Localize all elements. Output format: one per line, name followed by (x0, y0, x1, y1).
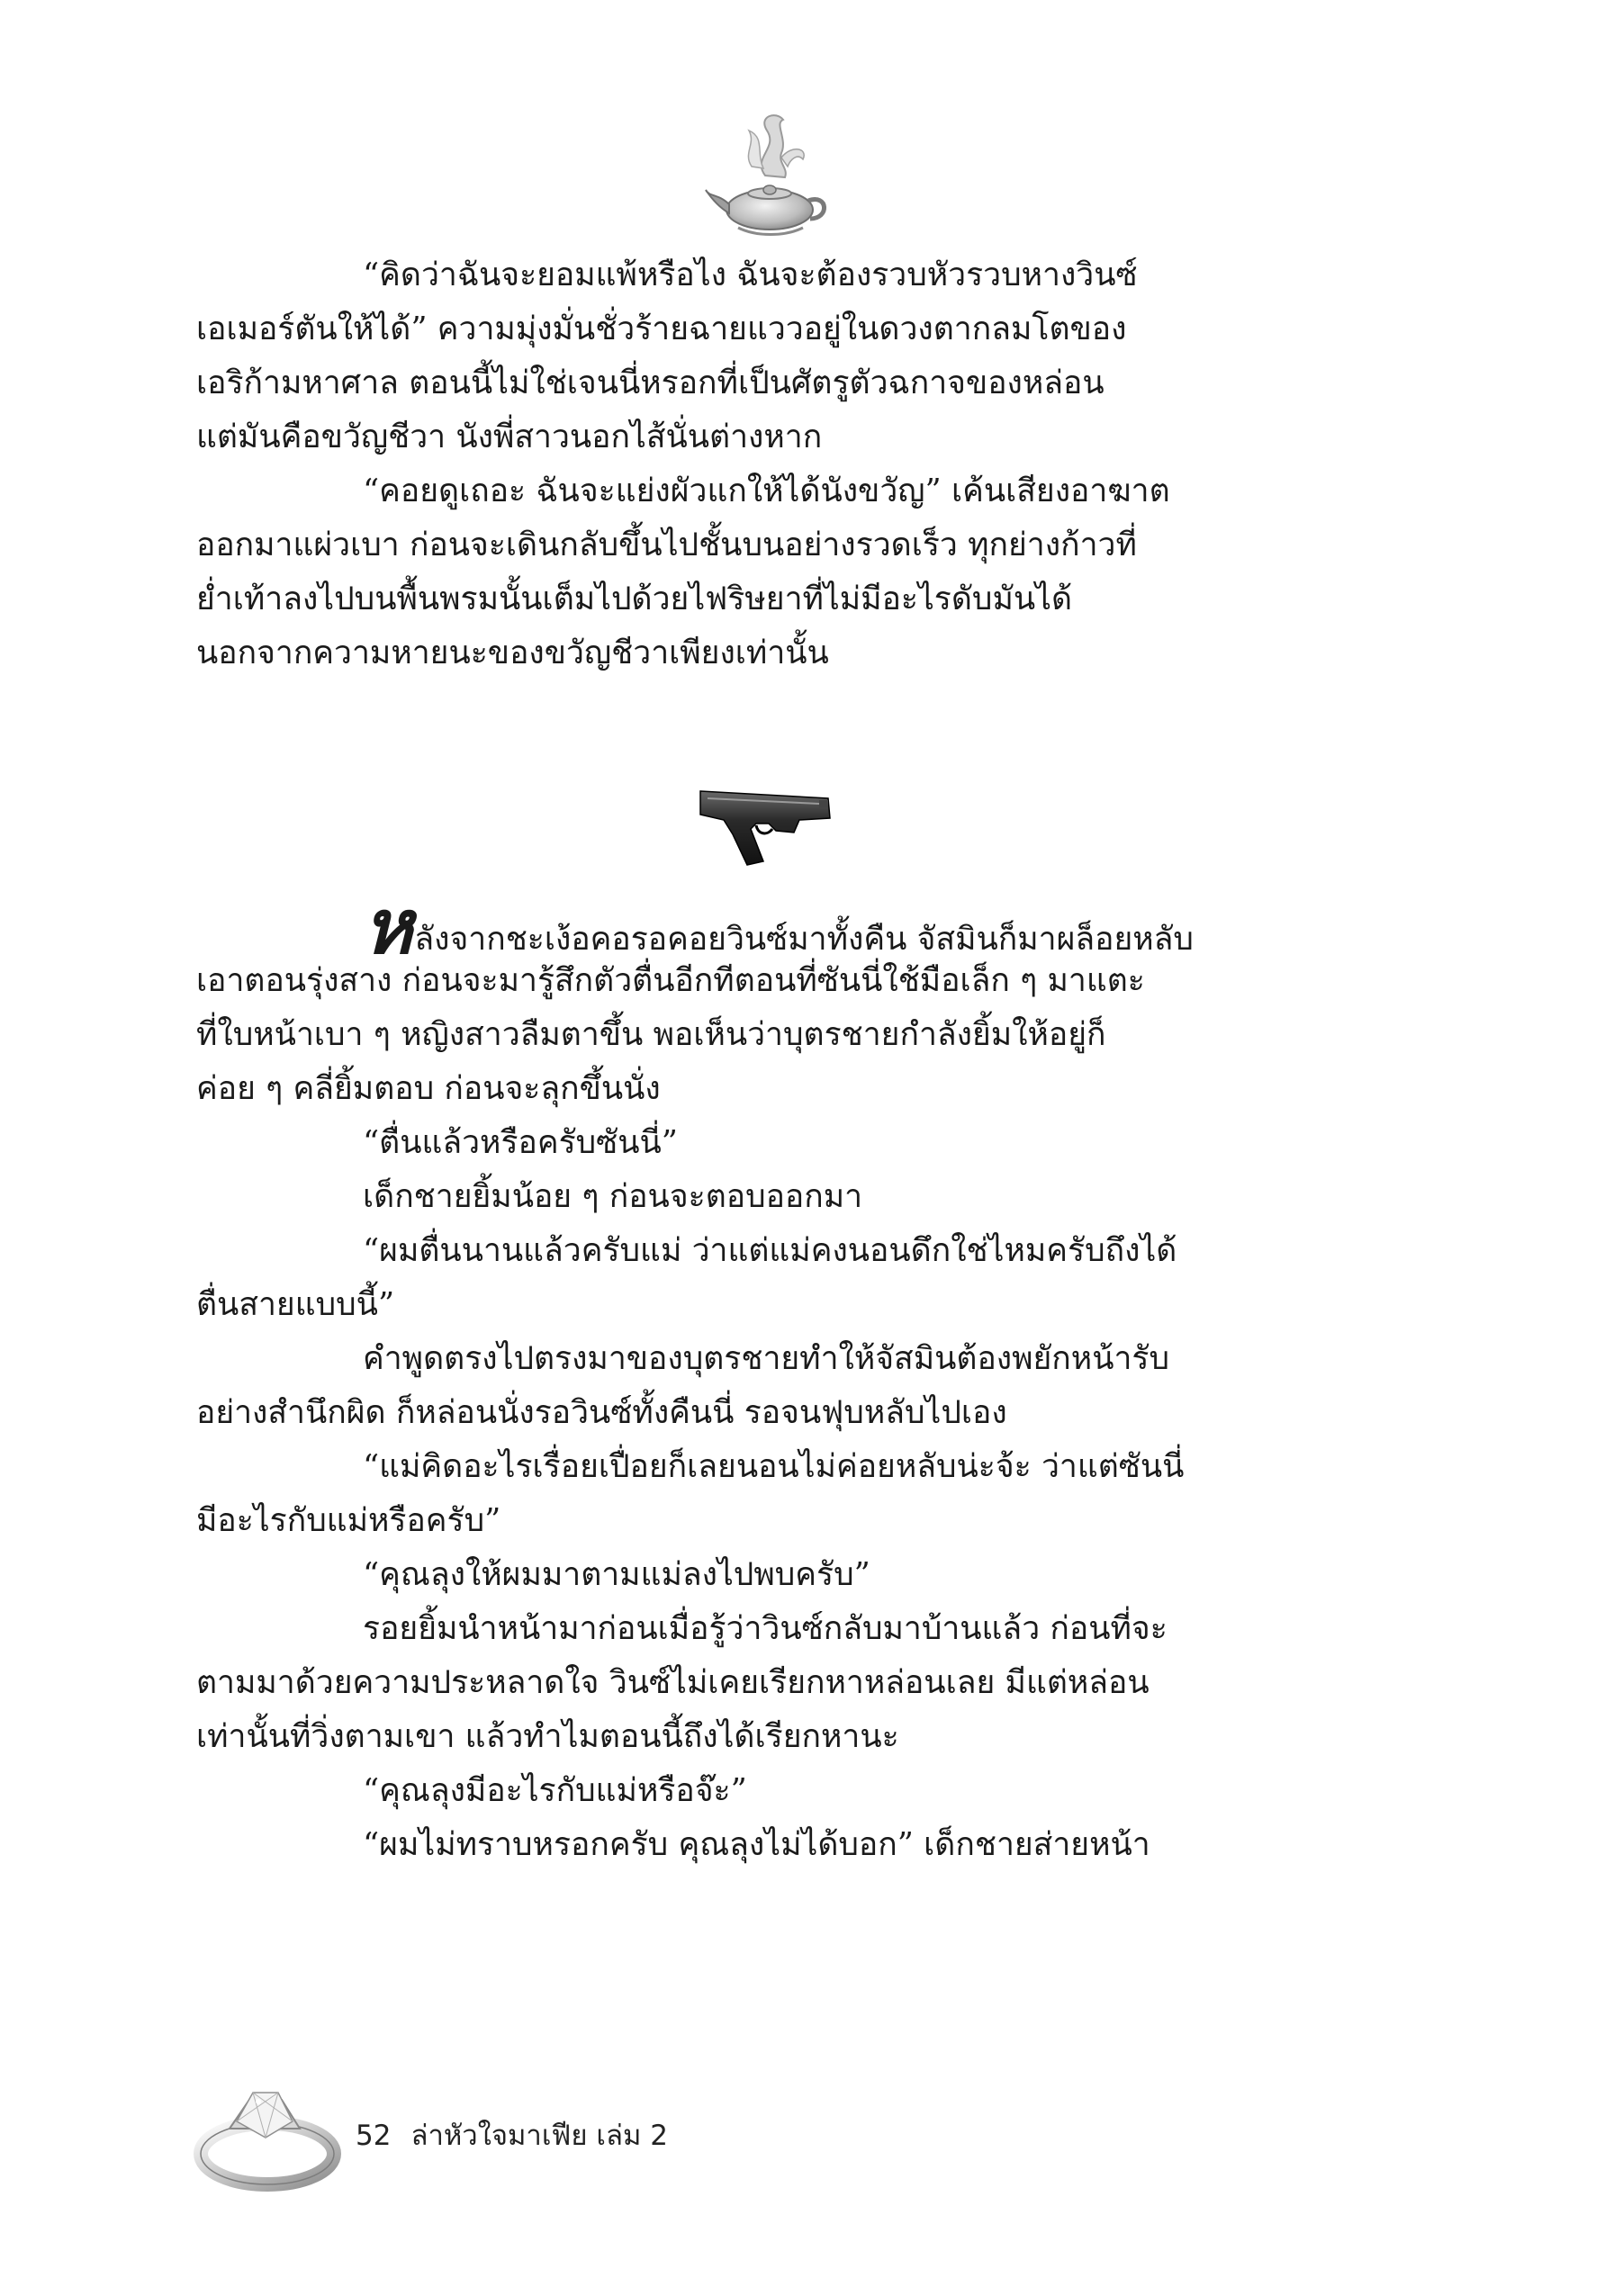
text-line: ตื่นสายแบบนี้” (196, 1286, 395, 1323)
text-line: รอยยิ้มนำหน้ามาก่อนเมื่อรู้ว่าวินซ์กลับมาบ้านแล้ว ก่อนที่จะ (363, 1610, 1168, 1647)
text-line: นอกจากความหายนะของขวัญชีวาเพียงเท่านั้น (196, 635, 829, 671)
text-line: คำพูดตรงไปตรงมาของบุตรชายทำให้จัสมินต้องพยักหน้ารับ (363, 1340, 1169, 1377)
text-line: “คุณลุงให้ผมมาตามแม่ลงไปพบครับ” (363, 1556, 870, 1593)
text-line: อย่างสำนึกผิด ก็หล่อนนั่งรอวินซ์ทั้งคืนนี่ รอจนฟุบหลับไปเอง (196, 1394, 1007, 1431)
page-number: 52 (356, 2120, 392, 2152)
text-line: “คิดว่าฉันจะยอมแพ้หรือไง ฉันจะต้องรวบหัวรวบหางวินซ์ (363, 257, 1138, 293)
text-line: “ผมไม่ทราบหรอกครับ คุณลุงไม่ได้บอก” เด็กชายส่ายหน้า (363, 1826, 1150, 1863)
text-line: “คุณลุงมีอะไรกับแม่หรือจ๊ะ” (363, 1772, 747, 1809)
text-line: “แม่คิดอะไรเรื่อยเปื่อยก็เลยนอนไม่ค่อยหลับน่ะจ้ะ ว่าแต่ซันนี่ (363, 1448, 1185, 1485)
drop-cap: ห (363, 900, 413, 954)
text-line: ออกมาแผ่วเบา ก่อนจะเดินกลับขึ้นไปชั้นบนอย่างรวดเร็ว ทุกย่างก้าวที่ (196, 527, 1137, 563)
text-line: ค่อย ๆ คลี่ยิ้มตอบ ก่อนจะลุกขึ้นนั่ง (196, 1070, 661, 1107)
text-line: “ตื่นแล้วหรือครับซันนี่” (363, 1124, 678, 1161)
text-line: ที่ใบหน้าเบา ๆ หญิงสาวลืมตาขึ้น พอเห็นว่าบุตรชายกำลังยิ้มให้อยู่ก็ (196, 1016, 1106, 1053)
text-line: เอริก้ามหาศาล ตอนนี้ไม่ใช่เจนนี่หรอกที่เป็นศัตรูตัวฉกาจของหล่อน (196, 365, 1105, 401)
paragraph-block-2 (196, 900, 1335, 1872)
text-line-first (196, 900, 1335, 954)
text-line: เด็กชายยิ้มน้อย ๆ ก่อนจะตอบออกมา (363, 1178, 863, 1215)
first-line-text: ลังจากชะเง้อคอรอคอยวินซ์มาทั้งคืน จัสมินก็มาผล็อยหลับ (414, 921, 1194, 954)
text-line: “ผมตื่นนานแล้วครับแม่ ว่าแต่แม่คงนอนดึกใช่ไหมครับถึงได้ (363, 1232, 1177, 1269)
diamond-ring-icon (185, 2066, 342, 2201)
book-title: ล่าหัวใจมาเฟีย เล่ม 2 (410, 2120, 669, 2152)
text-line: เอเมอร์ตันให้ได้” ความมุ่งมั่นชั่วร้ายฉายแววอยู่ในดวงตากลมโตของ (196, 311, 1127, 347)
text-line: แต่มันคือขวัญชีวา นังพี่สาวนอกไส้นั่นต่างหาก (196, 419, 823, 455)
text-line: เอาตอนรุ่งสาง ก่อนจะมารู้สึกตัวตื่นอีกทีตอนที่ซันนี่ใช้มือเล็ก ๆ มาแตะ (196, 962, 1145, 999)
paragraph-block-1 (196, 248, 1335, 680)
text-line: เท่านั้นที่วิ่งตามเขา แล้วทำไมตอนนี้ถึงได้เรียกหานะ (196, 1718, 899, 1755)
page-footer (356, 2112, 668, 2157)
text-line: ย่ำเท้าลงไปบนพื้นพรมนั้นเต็มไปด้วยไฟริษยาที่ไม่มีอะไรดับมันได้ (196, 581, 1073, 617)
teapot-icon (702, 104, 837, 243)
text-line: ตามมาด้วยความประหลาดใจ วินซ์ไม่เคยเรียกหาหล่อนเลย มีแต่หล่อน (196, 1664, 1150, 1701)
pistol-icon (693, 779, 837, 869)
text-line: มีอะไรกับแม่หรือครับ” (196, 1502, 501, 1539)
text-line: “คอยดูเถอะ ฉันจะแย่งผัวแกให้ได้นังขวัญ” เค้นเสียงอาฆาต (363, 473, 1170, 509)
